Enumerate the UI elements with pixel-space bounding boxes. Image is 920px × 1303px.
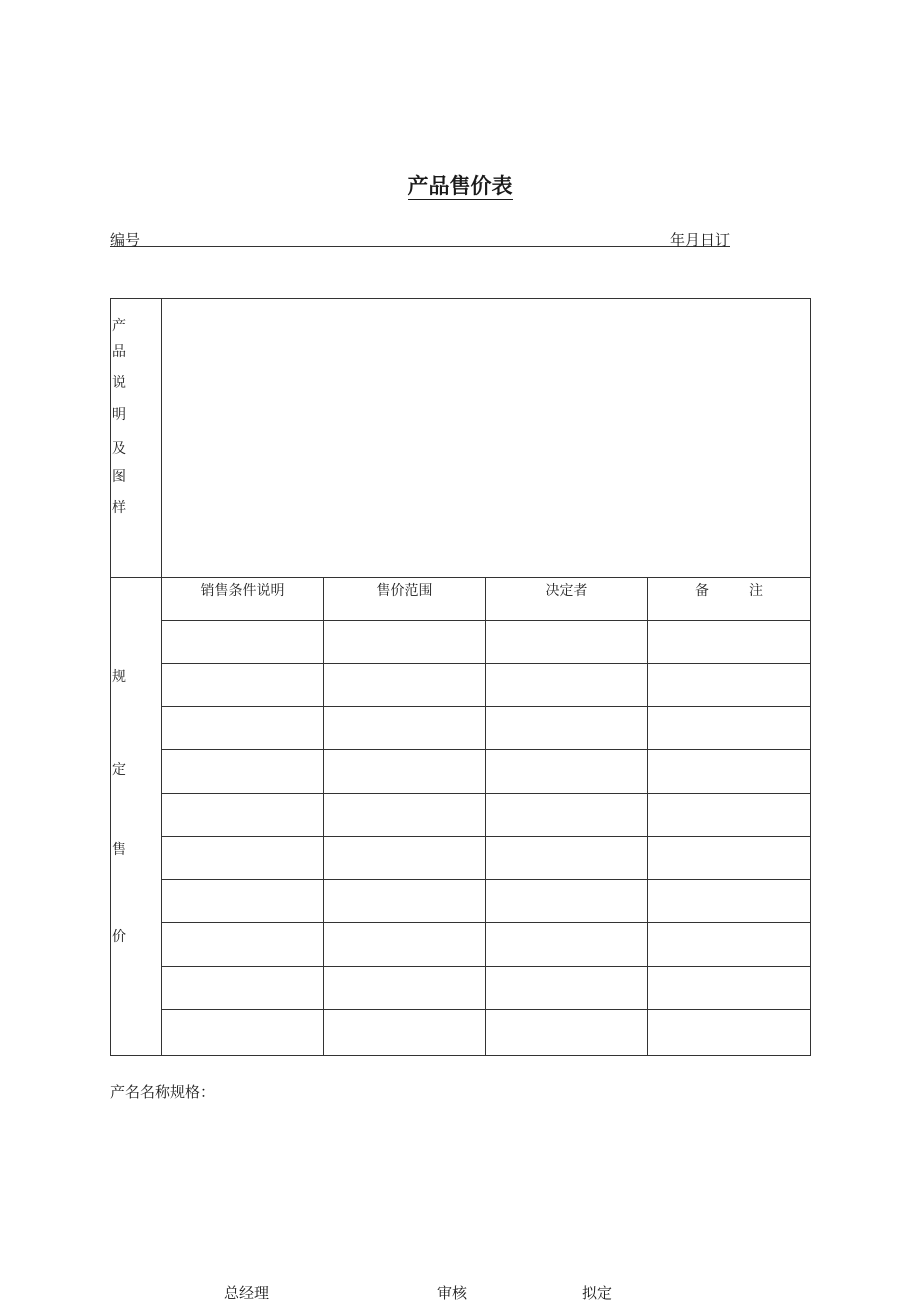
column-header-sales-conditions: 销售条件说明 (200, 583, 285, 599)
pricing-side-label-char: 规 (112, 669, 126, 685)
product-side-label-char: 图 (112, 469, 126, 485)
product-side-label-char: 及 (112, 441, 126, 457)
product-side-label-char: 产 (112, 318, 126, 334)
column-header-remarks: 备 注 (694, 583, 764, 599)
date-label: 年月日订 (669, 231, 730, 249)
pricing-side-label-char: 定 (112, 762, 126, 778)
product-side-label-char: 明 (112, 407, 126, 423)
signature-general-manager: 总经理 (224, 1284, 270, 1302)
page-title (0, 170, 920, 200)
number-date-line (110, 229, 730, 247)
signature-draft: 拟定 (582, 1284, 613, 1302)
product-side-label-char: 样 (112, 500, 126, 516)
page-title-text: 产品售价表 (407, 174, 513, 198)
column-header-decided-by: 决定者 (545, 583, 588, 599)
table-outer-border (111, 299, 811, 1056)
signature-review: 审核 (437, 1284, 468, 1302)
product-spec-label: 产名名称规格： (110, 1083, 216, 1101)
pricing-side-label-char: 价 (112, 929, 126, 945)
product-side-label-char: 说 (112, 375, 126, 391)
pricing-side-label-char: 售 (112, 842, 126, 858)
number-label: 编号 (110, 231, 141, 249)
column-header-price-range: 售价范围 (376, 583, 433, 599)
product-side-label-char: 品 (112, 344, 126, 360)
